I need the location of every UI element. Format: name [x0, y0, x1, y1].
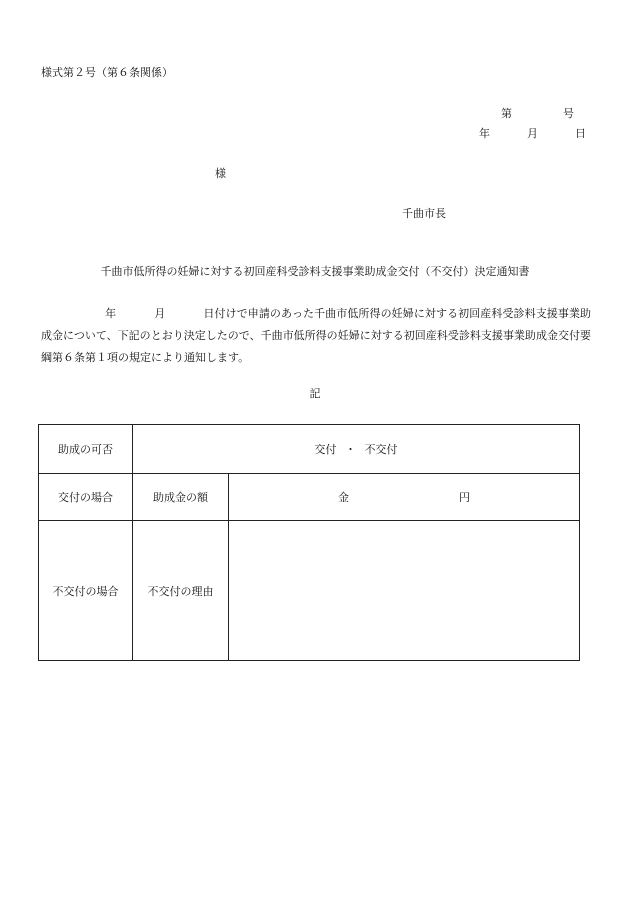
document-number: [501, 108, 574, 119]
document-title: 千曲市低所得の妊婦に対する初回産科受診料支援事業助成金交付（不交付）決定通知書: [100, 265, 530, 278]
table-row-grant: [39, 474, 580, 521]
table-row-approval: [39, 425, 580, 474]
no-grant-case-label: 不交付の場合: [39, 521, 133, 661]
body-paragraph: [41, 303, 591, 369]
body-month: 月: [154, 307, 166, 320]
decision-table: [38, 424, 580, 661]
grant-amount-label: 助成金の額: [133, 474, 229, 521]
grant-amount-value: [229, 474, 580, 521]
document-number-prefix: 第: [501, 107, 512, 120]
issue-date-month: 月: [527, 127, 538, 140]
no-grant-reason-label: 不交付の理由: [133, 521, 229, 661]
body-year: 年: [105, 307, 117, 320]
approval-options: [133, 425, 580, 474]
option-grant: 交付: [314, 443, 337, 456]
approval-label: 助成の可否: [39, 425, 133, 474]
form-number: 様式第２号（第６条関係）: [41, 66, 173, 79]
issue-date-day: 日: [575, 127, 586, 140]
record-mark: 記: [309, 387, 321, 400]
issue-date-year: 年: [479, 127, 490, 140]
no-grant-reason-value: [229, 521, 580, 661]
document-number-suffix: 号: [563, 107, 574, 120]
issuer-name: 千曲市長: [402, 207, 446, 220]
table-row-no-grant: [39, 521, 580, 661]
option-no-grant: 不交付: [364, 443, 398, 456]
issue-date: [479, 128, 586, 139]
grant-case-label: 交付の場合: [39, 474, 133, 521]
body-text: 日付けで申請のあった千曲市低所得の妊婦に対する初回産科受診料支援事業助成金について、下記のとおり決定したので、千曲市低所得の妊婦に対する初回産科受診料支援事業助成金交付要綱第６条第１項の規定により通知します。: [41, 307, 592, 364]
currency-suffix: 円: [459, 491, 470, 504]
currency-prefix: 金: [338, 491, 349, 504]
addressee-honorific: 様: [215, 167, 226, 180]
option-separator: ・: [345, 443, 356, 456]
